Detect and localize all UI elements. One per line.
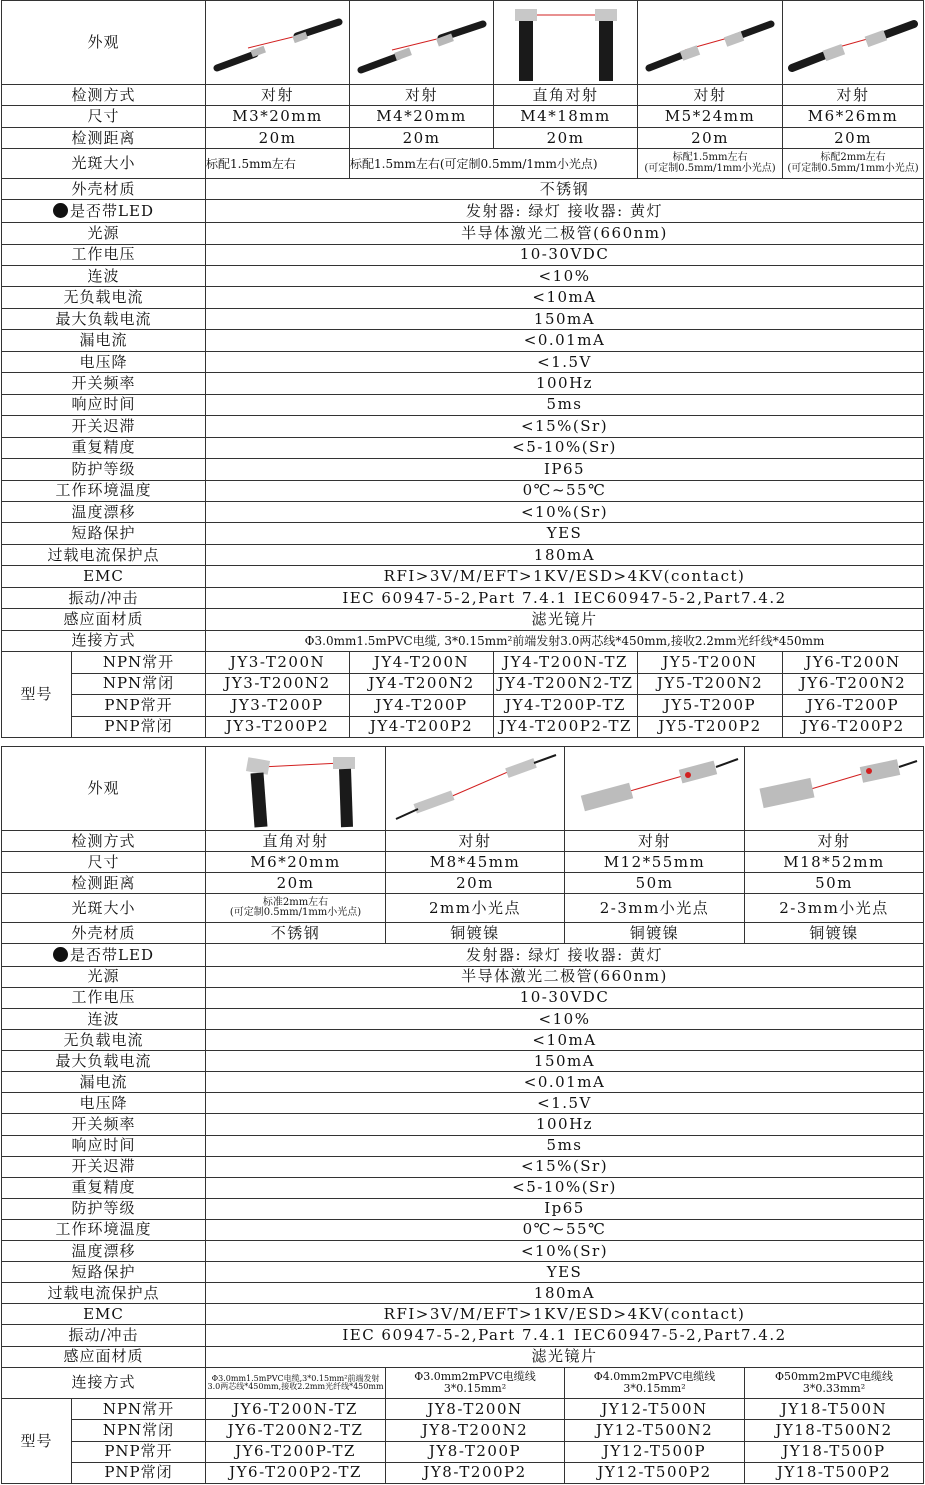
spec-table-2	[1, 746, 924, 1484]
cell-connection: Φ50mm2mPVC电缆线 3*0.33mm²	[745, 1367, 924, 1399]
model-row	[2, 1420, 924, 1441]
label-protect: 防护等级	[2, 1198, 206, 1219]
cell-size: M12*55mm	[565, 852, 745, 873]
cell-ripple: <10%	[206, 265, 924, 286]
product-photo-2	[350, 1, 494, 85]
label-overload: 过载电流保护点	[2, 544, 206, 565]
cell-spot: 标配1.5mm左右 (可定制0.5mm/1mm小光点)	[638, 149, 783, 178]
model-cell: JY12-T500N2	[565, 1420, 745, 1441]
model-cell: JY8-T200P2	[386, 1462, 565, 1483]
label-ripple: 连波	[2, 265, 206, 286]
label-led	[2, 944, 206, 966]
cell-led: 发射器: 绿灯 接收器: 黄灯	[206, 944, 924, 966]
label-model: 型号	[2, 1399, 72, 1484]
cell-maxload: 150mA	[206, 308, 924, 329]
label-drift: 温度漂移	[2, 501, 206, 522]
label-protect: 防护等级	[2, 459, 206, 480]
cell-distance: 20m	[783, 127, 924, 148]
row-protect	[2, 459, 924, 480]
cell-surface: 滤光镜片	[206, 1346, 924, 1367]
product-photo-1	[206, 1, 350, 85]
label-led-text: 是否带LED	[70, 946, 154, 965]
cell-drop: <1.5V	[206, 351, 924, 372]
row-housing	[2, 178, 924, 199]
row-spot	[2, 149, 924, 178]
cell-maxload: 150mA	[206, 1051, 924, 1072]
cell-size: M8*45mm	[386, 852, 565, 873]
label-freq: 开关频率	[2, 1114, 206, 1135]
cell-source: 半导体激光二极管(660nm)	[206, 966, 924, 987]
row-detect	[2, 831, 924, 852]
sensor-pair-photo-icon	[749, 749, 919, 829]
model-type: PNP常开	[72, 695, 206, 716]
label-distance: 检测距离	[2, 127, 206, 148]
model-cell: JY6-T200P-TZ	[206, 1441, 386, 1462]
cell-freq: 100Hz	[206, 1114, 924, 1135]
label-led	[2, 200, 206, 223]
row-emc	[2, 566, 924, 587]
sensor-pair-photo-icon	[213, 8, 343, 78]
cell-protect: Ip65	[206, 1198, 924, 1219]
row-maxload	[2, 1051, 924, 1072]
model-cell: JY18-T500P	[745, 1441, 924, 1462]
cell-vibration: IEC 60947-5-2,Part 7.4.1 IEC60947-5-2,Part7.4.2	[206, 587, 924, 608]
model-type: NPN常开	[72, 1399, 206, 1420]
cell-noload: <10mA	[206, 287, 924, 308]
label-connection: 连接方式	[2, 1367, 206, 1399]
cell-housing: 不锈钢	[206, 923, 386, 944]
cell-size: M3*20mm	[206, 106, 350, 127]
label-maxload: 最大负载电流	[2, 308, 206, 329]
cell-drift: <10%(Sr)	[206, 501, 924, 522]
product-photo-6	[206, 747, 386, 831]
row-voltage	[2, 987, 924, 1008]
cell-led: 发射器: 绿灯 接收器: 黄灯	[206, 200, 924, 223]
model-cell: JY12-T500P2	[565, 1462, 745, 1483]
cell-size: M6*26mm	[783, 106, 924, 127]
row-repeat	[2, 1177, 924, 1198]
row-freq	[2, 1114, 924, 1135]
model-cell: JY5-T200P	[638, 695, 783, 716]
cell-protect: IP65	[206, 459, 924, 480]
cell-detect: 对射	[206, 85, 350, 106]
row-temp	[2, 480, 924, 501]
row-led	[2, 200, 924, 223]
row-connection	[2, 630, 924, 651]
cell-overload: 180mA	[206, 544, 924, 565]
cell-spot: 2-3mm小光点	[745, 894, 924, 923]
cell-drift: <10%(Sr)	[206, 1241, 924, 1262]
label-voltage: 工作电压	[2, 987, 206, 1008]
model-type: NPN常闭	[72, 1420, 206, 1441]
label-short: 短路保护	[2, 1262, 206, 1283]
product-photo-8	[565, 747, 745, 831]
label-overload: 过载电流保护点	[2, 1283, 206, 1304]
cell-leak: <0.01mA	[206, 330, 924, 351]
sensor-pair-photo-icon	[645, 8, 775, 78]
label-housing: 外壳材质	[2, 923, 206, 944]
label-response: 响应时间	[2, 394, 206, 415]
row-noload	[2, 1030, 924, 1051]
model-cell: JY12-T500N	[565, 1399, 745, 1420]
cell-detect: 对射	[638, 85, 783, 106]
model-cell: JY6-T200N2	[783, 673, 924, 694]
cell-connection: Φ3.0mm1.5mPVC电缆, 3*0.15mm²前端发射3.0两芯线*450mm,接收2.2mm光纤线*450mm	[206, 630, 924, 651]
label-ripple: 连波	[2, 1009, 206, 1030]
model-type: NPN常开	[72, 652, 206, 673]
appearance-label: 外观	[2, 1, 206, 85]
model-cell: JY4-T200P2-TZ	[494, 716, 638, 738]
label-drop: 电压降	[2, 351, 206, 372]
label-source: 光源	[2, 223, 206, 244]
cell-housing: 铜镀镍	[386, 923, 565, 944]
cell-temp: 0℃~55℃	[206, 1219, 924, 1240]
label-surface: 感应面材质	[2, 609, 206, 630]
cell-vibration: IEC 60947-5-2,Part 7.4.1 IEC60947-5-2,Part7.4.2	[206, 1325, 924, 1346]
row-surface	[2, 1346, 924, 1367]
label-detect: 检测方式	[2, 831, 206, 852]
cell-size: M6*20mm	[206, 852, 386, 873]
row-short	[2, 523, 924, 544]
model-cell: JY4-T200N2-TZ	[494, 673, 638, 694]
label-size: 尺寸	[2, 852, 206, 873]
cell-distance: 20m	[206, 127, 350, 148]
cell-emc: RFI>3V/M/EFT>1KV/ESD>4KV(contact)	[206, 1304, 924, 1325]
label-temp: 工作环境温度	[2, 1219, 206, 1240]
model-cell: JY6-T200P	[783, 695, 924, 716]
label-repeat: 重复精度	[2, 1177, 206, 1198]
label-led-text: 是否带LED	[70, 202, 154, 221]
row-housing	[2, 923, 924, 944]
cell-connection: Φ3.0mm2mPVC电缆线 3*0.15mm²	[386, 1367, 565, 1399]
label-spot: 光斑大小	[2, 894, 206, 923]
label-vibration: 振动/冲击	[2, 1325, 206, 1346]
cell-detect: 对射	[745, 831, 924, 852]
cell-repeat: <5-10%(Sr)	[206, 437, 924, 458]
label-model: 型号	[2, 652, 72, 738]
label-size: 尺寸	[2, 106, 206, 127]
cell-housing: 铜镀镍	[565, 923, 745, 944]
appearance-label: 外观	[2, 747, 206, 831]
label-hyst: 开关迟滞	[2, 416, 206, 437]
label-distance: 检测距离	[2, 873, 206, 894]
product-photo-9	[745, 747, 924, 831]
row-surface	[2, 609, 924, 630]
cell-size: M4*20mm	[350, 106, 494, 127]
sensor-pair-photo-icon	[788, 8, 918, 78]
model-cell: JY18-T500N	[745, 1399, 924, 1420]
cell-source: 半导体激光二极管(660nm)	[206, 223, 924, 244]
cell-temp: 0℃~55℃	[206, 480, 924, 501]
label-voltage: 工作电压	[2, 244, 206, 265]
row-response	[2, 394, 924, 415]
cell-distance: 50m	[565, 873, 745, 894]
row-source	[2, 966, 924, 987]
model-cell: JY4-T200N	[350, 652, 494, 673]
row-detect	[2, 85, 924, 106]
cell-distance: 20m	[386, 873, 565, 894]
model-cell: JY8-T200N2	[386, 1420, 565, 1441]
cell-detect: 直角对射	[206, 831, 386, 852]
row-drop	[2, 351, 924, 372]
model-cell: JY4-T200N2	[350, 673, 494, 694]
model-cell: JY18-T500P2	[745, 1462, 924, 1483]
label-vibration: 振动/冲击	[2, 587, 206, 608]
model-cell: JY4-T200N-TZ	[494, 652, 638, 673]
model-cell: JY4-T200P-TZ	[494, 695, 638, 716]
label-source: 光源	[2, 966, 206, 987]
row-size	[2, 852, 924, 873]
row-freq	[2, 373, 924, 394]
model-cell: JY3-T200P2	[206, 716, 350, 738]
label-spot: 光斑大小	[2, 149, 206, 178]
row-overload	[2, 544, 924, 565]
model-cell: JY6-T200P2-TZ	[206, 1462, 386, 1483]
row-repeat	[2, 437, 924, 458]
cell-connection: Φ4.0mm2mPVC电缆线 3*0.15mm²	[565, 1367, 745, 1399]
right-angle-sensor-photo-icon	[221, 749, 371, 829]
cell-size: M5*24mm	[638, 106, 783, 127]
cell-voltage: 10-30VDC	[206, 987, 924, 1008]
model-row	[2, 1441, 924, 1462]
row-noload	[2, 287, 924, 308]
model-cell: JY3-T200P	[206, 695, 350, 716]
model-cell: JY8-T200P	[386, 1441, 565, 1462]
row-distance	[2, 127, 924, 148]
model-cell: JY5-T200N	[638, 652, 783, 673]
label-surface: 感应面材质	[2, 1346, 206, 1367]
row-ripple	[2, 1009, 924, 1030]
cell-housing: 不锈钢	[206, 178, 924, 199]
product-photo-4	[638, 1, 783, 85]
cell-emc: RFI>3V/M/EFT>1KV/ESD>4KV(contact)	[206, 566, 924, 587]
spec-table-1	[1, 0, 924, 738]
product-photo-7	[386, 747, 565, 831]
cell-detect: 对射	[783, 85, 924, 106]
label-temp: 工作环境温度	[2, 480, 206, 501]
model-cell: JY8-T200N	[386, 1399, 565, 1420]
row-spot	[2, 894, 924, 923]
cell-repeat: <5-10%(Sr)	[206, 1177, 924, 1198]
row-response	[2, 1135, 924, 1156]
model-cell: JY18-T500N2	[745, 1420, 924, 1441]
cell-leak: <0.01mA	[206, 1072, 924, 1093]
cell-distance: 50m	[745, 873, 924, 894]
label-response: 响应时间	[2, 1135, 206, 1156]
label-leak: 漏电流	[2, 330, 206, 351]
model-row	[2, 1462, 924, 1483]
cell-detect: 直角对射	[494, 85, 638, 106]
cell-size: M18*52mm	[745, 852, 924, 873]
cell-response: 5ms	[206, 1135, 924, 1156]
model-cell: JY4-T200P	[350, 695, 494, 716]
model-cell: JY5-T200P2	[638, 716, 783, 738]
black-dot-icon	[53, 203, 68, 218]
label-repeat: 重复精度	[2, 437, 206, 458]
model-row	[2, 652, 924, 673]
label-hyst: 开关迟滞	[2, 1156, 206, 1177]
label-emc: EMC	[2, 566, 206, 587]
model-type: PNP常开	[72, 1441, 206, 1462]
row-drift	[2, 1241, 924, 1262]
cell-surface: 滤光镜片	[206, 609, 924, 630]
row-drop	[2, 1093, 924, 1114]
row-size	[2, 106, 924, 127]
cell-size: M4*18mm	[494, 106, 638, 127]
cell-short: YES	[206, 523, 924, 544]
row-connection	[2, 1367, 924, 1399]
row-short	[2, 1262, 924, 1283]
row-voltage	[2, 244, 924, 265]
cell-detect: 对射	[350, 85, 494, 106]
row-leak	[2, 1072, 924, 1093]
cell-distance: 20m	[206, 873, 386, 894]
sensor-pair-photo-icon	[570, 749, 740, 829]
row-distance	[2, 873, 924, 894]
row-vibration	[2, 1325, 924, 1346]
row-maxload	[2, 308, 924, 329]
row-hyst	[2, 1156, 924, 1177]
label-noload: 无负载电流	[2, 1030, 206, 1051]
cell-hyst: <15%(Sr)	[206, 1156, 924, 1177]
cell-housing: 铜镀镍	[745, 923, 924, 944]
product-photo-3	[494, 1, 638, 85]
cell-hyst: <15%(Sr)	[206, 416, 924, 437]
right-angle-sensor-photo-icon	[501, 3, 631, 83]
cell-spot: 标配2mm左右 (可定制0.5mm/1mm小光点)	[783, 149, 924, 178]
row-hyst	[2, 416, 924, 437]
model-row	[2, 695, 924, 716]
cell-distance: 20m	[350, 127, 494, 148]
appearance-row	[2, 747, 924, 831]
cell-detect: 对射	[565, 831, 745, 852]
row-ripple	[2, 265, 924, 286]
cell-spot: 2-3mm小光点	[565, 894, 745, 923]
cell-voltage: 10-30VDC	[206, 244, 924, 265]
cell-noload: <10mA	[206, 1030, 924, 1051]
label-freq: 开关频率	[2, 373, 206, 394]
row-vibration	[2, 587, 924, 608]
row-emc	[2, 1304, 924, 1325]
model-row	[2, 716, 924, 738]
model-cell: JY3-T200N	[206, 652, 350, 673]
model-cell: JY6-T200P2	[783, 716, 924, 738]
cell-short: YES	[206, 1262, 924, 1283]
model-cell: JY6-T200N2-TZ	[206, 1420, 386, 1441]
label-noload: 无负载电流	[2, 287, 206, 308]
appearance-row	[2, 1, 924, 85]
cell-drop: <1.5V	[206, 1093, 924, 1114]
row-source	[2, 223, 924, 244]
label-maxload: 最大负载电流	[2, 1051, 206, 1072]
row-overload	[2, 1283, 924, 1304]
cell-spot: 标配1.5mm左右(可定制0.5mm/1mm小光点)	[350, 149, 638, 178]
label-drop: 电压降	[2, 1093, 206, 1114]
model-type: PNP常闭	[72, 1462, 206, 1483]
product-photo-5	[783, 1, 924, 85]
cell-overload: 180mA	[206, 1283, 924, 1304]
model-row	[2, 1399, 924, 1420]
sensor-pair-photo-icon	[357, 8, 487, 78]
cell-spot: 标配1.5mm左右	[206, 149, 350, 178]
cell-spot: 标准2mm左右 (可定制0.5mm/1mm小光点)	[206, 894, 386, 923]
row-leak	[2, 330, 924, 351]
model-row	[2, 673, 924, 694]
label-drift: 温度漂移	[2, 1241, 206, 1262]
model-cell: JY6-T200N-TZ	[206, 1399, 386, 1420]
cell-freq: 100Hz	[206, 373, 924, 394]
model-type: PNP常闭	[72, 716, 206, 738]
model-type: NPN常闭	[72, 673, 206, 694]
model-cell: JY4-T200P2	[350, 716, 494, 738]
label-short: 短路保护	[2, 523, 206, 544]
cell-detect: 对射	[386, 831, 565, 852]
cell-distance: 20m	[494, 127, 638, 148]
label-detect: 检测方式	[2, 85, 206, 106]
row-led	[2, 944, 924, 966]
row-protect	[2, 1198, 924, 1219]
model-cell: JY12-T500P	[565, 1441, 745, 1462]
row-temp	[2, 1219, 924, 1240]
label-emc: EMC	[2, 1304, 206, 1325]
label-connection: 连接方式	[2, 630, 206, 651]
cell-response: 5ms	[206, 394, 924, 415]
cell-ripple: <10%	[206, 1009, 924, 1030]
model-cell: JY6-T200N	[783, 652, 924, 673]
cell-connection: Φ3.0mm1.5mPVC电缆,3*0.15mm²前端发射3.0两芯线*450mm,接收2.2mm光纤线*450mm	[206, 1367, 386, 1399]
row-drift	[2, 501, 924, 522]
cell-spot: 2mm小光点	[386, 894, 565, 923]
cell-distance: 20m	[638, 127, 783, 148]
sensor-pair-photo-icon	[390, 749, 560, 829]
model-cell: JY5-T200N2	[638, 673, 783, 694]
label-leak: 漏电流	[2, 1072, 206, 1093]
label-housing: 外壳材质	[2, 178, 206, 199]
black-dot-icon	[53, 947, 68, 962]
model-cell: JY3-T200N2	[206, 673, 350, 694]
